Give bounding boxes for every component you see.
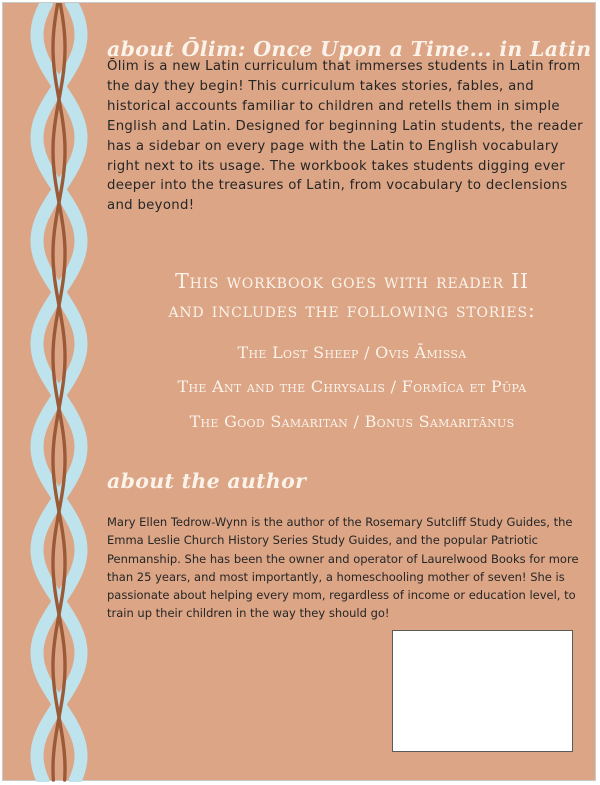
story-title: The Lost Sheep / Ovis Āmissa — [237, 343, 467, 362]
heading-about-author: about the author — [107, 469, 307, 493]
heading-about-olim: about Ōlim: Once Upon a Time... in Latin — [107, 37, 592, 61]
story-title: The Good Samaritan / Bonus Samaritānus — [189, 412, 515, 431]
story-title: The Ant and the Chrysalis / Formīca et Pūpa — [177, 377, 527, 396]
barcode-area — [392, 630, 573, 752]
intro-paragraph: Ōlim is a new Latin curriculum that immerses students in Latin from the day they begin! This curriculum takes stories, fables, and historical accounts familiar to children and retells them in simple English and Latin. Designed for beginning Latin students, the reader has a sidebar on every page with the Latin to English vocabulary right next to its usage. The workbook takes students digging ever deeper into the treasures of Latin, from vocabulary to declensions and beyond! — [107, 59, 583, 214]
author-paragraph: Mary Ellen Tedrow-Wynn is the author of the Rosemary Sutcliff Study Guides, the Emma Leslie Church History Series Study Guides, and the popular Patriotic Penmanship. She has been the owner and operator of Laurelwood Books for more than 25 years, and most importantly, a homeschooling mother of seven! She is passionate about helping every mom, regardless of income or education level, to train up their children in the way they should go! — [107, 515, 579, 621]
workbook-line-1: This workbook goes with reader II — [175, 269, 529, 293]
workbook-line-2: and includes the following stories: — [168, 298, 536, 322]
braided-ribbon-border — [3, 3, 103, 782]
back-cover — [2, 2, 596, 781]
